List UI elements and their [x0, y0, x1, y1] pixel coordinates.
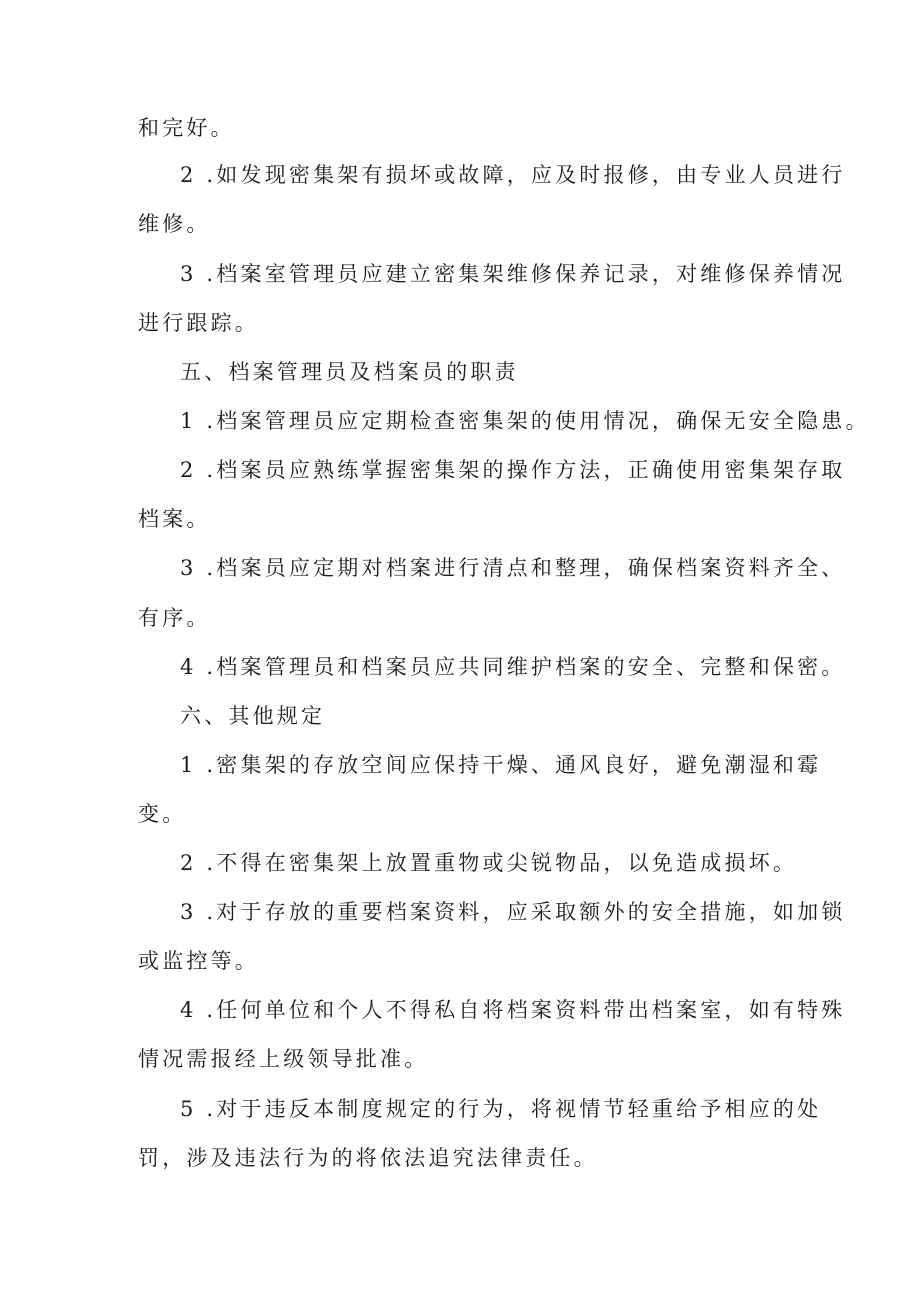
text-line: 进行跟踪。: [138, 311, 259, 335]
text-line: 4 .任何单位和个人不得私自将档案资料带出档案室，如有特殊: [180, 998, 846, 1022]
text-line: 2 .档案员应熟练掌握密集架的操作方法，正确使用密集架存取: [180, 458, 846, 482]
text-line: 4 .档案管理员和档案员应共同维护档案的安全、完整和保密。: [180, 655, 846, 679]
text-line: 3 .档案室管理员应建立密集架维修保养记录，对维修保养情况: [180, 262, 846, 286]
text-line: 和完好。: [138, 116, 235, 140]
text-line: 档案。: [138, 507, 211, 531]
text-line: 变。: [138, 802, 187, 826]
text-line: 1 .密集架的存放空间应保持干燥、通风良好，避免潮湿和霉: [180, 753, 822, 777]
text-line: 2 .不得在密集架上放置重物或尖锐物品，以免造成损坏。: [180, 851, 798, 875]
text-line: 维修。: [138, 212, 211, 236]
text-line: 3 .对于存放的重要档案资料，应采取额外的安全措施，如加锁: [180, 900, 846, 924]
text-line: 有序。: [138, 606, 211, 630]
text-line: 或监控等。: [138, 949, 259, 973]
text-line: 1 .档案管理员应定期检查密集架的使用情况，确保无安全隐患。: [180, 409, 870, 433]
text-line: 3 .档案员应定期对档案进行清点和整理，确保档案资料齐全、: [180, 556, 846, 580]
text-line: 罚，涉及违法行为的将依法追究法律责任。: [138, 1146, 598, 1170]
section-heading: 六、其他规定: [180, 704, 326, 728]
text-line: 5 .对于违反本制度规定的行为，将视情节轻重给予相应的处: [180, 1097, 822, 1121]
section-heading: 五、档案管理员及档案员的职责: [180, 360, 519, 384]
text-line: 情况需报经上级领导批准。: [138, 1047, 429, 1071]
text-line: 2 .如发现密集架有损坏或故障，应及时报修，由专业人员进行: [180, 163, 846, 187]
